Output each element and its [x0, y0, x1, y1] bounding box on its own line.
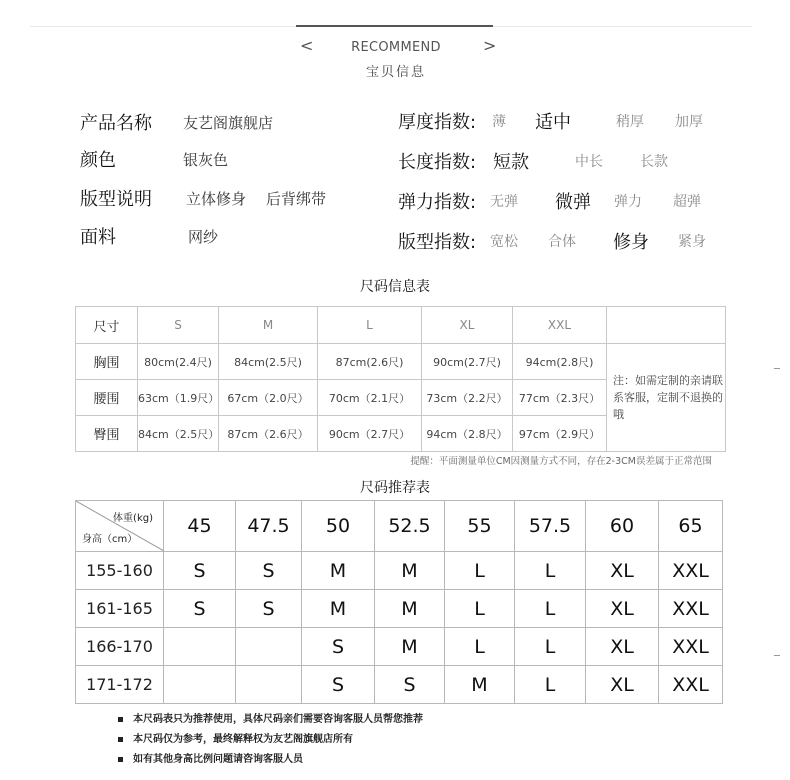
note-text: 本尺码仅为参考，最终解释权为友艺阁旗舰店所有 — [133, 734, 353, 745]
table-cell: 97cm（2.9尺） — [513, 416, 607, 452]
table-row — [76, 590, 723, 628]
table-cell: 67cm（2.0尺） — [219, 380, 318, 416]
size-cell: M — [302, 552, 375, 590]
size-cell: S — [236, 590, 302, 628]
size-cell: XL — [586, 666, 659, 704]
length-option: 中长 — [575, 154, 603, 170]
size-cell: S — [375, 666, 445, 704]
size-cell — [236, 666, 302, 704]
height-axis-label: 身高（cm） — [82, 534, 138, 545]
corner-cell — [76, 501, 164, 552]
size-cell: XL — [586, 590, 659, 628]
side-dash — [774, 368, 780, 369]
table-row — [76, 344, 726, 380]
list-item — [118, 730, 423, 750]
size-cell: S — [236, 552, 302, 590]
table-cell: 87cm(2.6尺) — [318, 344, 422, 380]
fit-option: 合体 — [548, 234, 576, 250]
size-recommend-table — [75, 500, 723, 704]
length-option-selected: 短款 — [493, 152, 529, 173]
weight-cell: 60 — [586, 501, 659, 552]
square-bullet-icon — [118, 757, 123, 762]
thickness-option: 稍厚 — [616, 114, 644, 130]
fit-option: 宽松 — [490, 234, 518, 250]
next-arrow-icon[interactable]: > — [483, 36, 497, 55]
size-cell: S — [164, 590, 236, 628]
section-subtitle: 宝贝信息 — [365, 65, 426, 80]
prev-arrow-icon[interactable]: < — [300, 36, 314, 55]
size-cell: S — [302, 666, 375, 704]
thickness-option-selected: 适中 — [535, 112, 571, 133]
table-cell: 94cm(2.8尺) — [513, 344, 607, 380]
size-cell: XXL — [659, 552, 723, 590]
color-label: 颜色 — [80, 150, 116, 171]
table-cell: 84cm（2.5尺） — [138, 416, 219, 452]
color-value: 银灰色 — [183, 151, 229, 169]
size-cell: S — [164, 552, 236, 590]
product-name-value: 友艺阁旗舰店 — [183, 114, 274, 132]
size-header-cell: 尺寸 — [76, 307, 138, 344]
table-cell: 90cm(2.7尺) — [422, 344, 513, 380]
square-bullet-icon — [118, 737, 123, 742]
table-row — [76, 552, 723, 590]
size-header-cell: S — [138, 307, 219, 344]
table-cell: 94cm（2.8尺） — [422, 416, 513, 452]
table-row — [76, 628, 723, 666]
table-cell: 73cm（2.2尺） — [422, 380, 513, 416]
measurement-reminder: 提醒：平面测量单位CM因测量方式不同，存在2-3CM误差属于正常范围 — [410, 456, 712, 467]
thickness-index-label: 厚度指数: — [398, 112, 477, 133]
size-cell: XL — [586, 552, 659, 590]
length-index-label: 长度指数: — [398, 152, 477, 173]
size-header-cell: M — [219, 307, 318, 344]
height-cell: 171-172 — [76, 666, 164, 704]
size-cell: L — [515, 590, 586, 628]
weight-cell: 50 — [302, 501, 375, 552]
size-cell: XXL — [659, 590, 723, 628]
height-cell: 166-170 — [76, 628, 164, 666]
size-header-cell: XXL — [513, 307, 607, 344]
note-text: 如有其他身高比例问题请咨询客服人员 — [133, 754, 303, 765]
table-cell: 77cm（2.3尺） — [513, 380, 607, 416]
size-cell: M — [375, 628, 445, 666]
list-item — [118, 710, 423, 730]
size-cell: M — [375, 552, 445, 590]
style-value-1: 立体修身 — [186, 190, 247, 208]
size-cell — [164, 628, 236, 666]
thickness-option: 薄 — [492, 114, 506, 130]
size-cell: M — [445, 666, 515, 704]
size-cell: L — [515, 666, 586, 704]
size-cell: L — [515, 628, 586, 666]
weight-header-row — [76, 501, 723, 552]
size-note-cell-top — [607, 307, 726, 344]
table-cell: 80cm(2.4尺) — [138, 344, 219, 380]
size-cell: L — [445, 628, 515, 666]
table-row — [76, 666, 723, 704]
top-accent-bar — [296, 25, 493, 27]
size-header-cell: XL — [422, 307, 513, 344]
weight-cell: 55 — [445, 501, 515, 552]
elasticity-index-label: 弹力指数: — [398, 192, 477, 213]
table-cell: 63cm（1.9尺） — [138, 380, 219, 416]
measure-label: 腰围 — [76, 380, 138, 416]
weight-cell: 57.5 — [515, 501, 586, 552]
weight-cell: 47.5 — [236, 501, 302, 552]
product-name-label: 产品名称 — [80, 113, 152, 134]
height-cell: 155-160 — [76, 552, 164, 590]
weight-cell: 65 — [659, 501, 723, 552]
size-header-cell: L — [318, 307, 422, 344]
elasticity-option: 无弹 — [490, 194, 518, 210]
notes-list — [118, 710, 423, 770]
fit-option-selected: 修身 — [613, 232, 649, 253]
thickness-option: 加厚 — [675, 114, 703, 130]
fit-index-label: 版型指数: — [398, 232, 477, 253]
weight-axis-label: 体重(kg) — [113, 513, 153, 524]
style-label: 版型说明 — [80, 189, 152, 210]
size-cell: L — [445, 590, 515, 628]
fabric-label: 面料 — [80, 227, 116, 248]
height-cell: 161-165 — [76, 590, 164, 628]
elasticity-option-selected: 微弹 — [555, 192, 591, 213]
table-cell: 87cm（2.6尺） — [219, 416, 318, 452]
size-cell: M — [375, 590, 445, 628]
list-item — [118, 750, 423, 770]
size-cell: XXL — [659, 666, 723, 704]
size-cell: L — [515, 552, 586, 590]
table-cell: 70cm（2.1尺） — [318, 380, 422, 416]
size-cell: L — [445, 552, 515, 590]
size-recommend-title: 尺码推荐表 — [360, 480, 430, 496]
side-dash — [774, 655, 780, 656]
measure-label: 臀围 — [76, 416, 138, 452]
measure-label: 胸围 — [76, 344, 138, 380]
square-bullet-icon — [118, 717, 123, 722]
fabric-value: 网纱 — [188, 228, 219, 246]
size-cell: XXL — [659, 628, 723, 666]
size-info-table — [75, 306, 726, 452]
size-cell — [236, 628, 302, 666]
length-option: 长款 — [640, 154, 668, 170]
custom-order-note: 注：如需定制的亲请联系客服，定制不退换的哦 — [607, 344, 726, 452]
size-cell: M — [302, 590, 375, 628]
weight-cell: 52.5 — [375, 501, 445, 552]
size-cell: XL — [586, 628, 659, 666]
recommend-heading: RECOMMEND — [351, 40, 441, 55]
size-cell — [164, 666, 236, 704]
table-cell: 90cm（2.7尺） — [318, 416, 422, 452]
weight-cell: 45 — [164, 501, 236, 552]
size-info-header-row — [76, 307, 726, 344]
note-text: 本尺码表只为推荐使用，具体尺码亲们需要咨询客服人员帮您推荐 — [133, 714, 423, 725]
fit-option: 紧身 — [678, 234, 706, 250]
elasticity-option: 超弹 — [673, 194, 701, 210]
elasticity-option: 弹力 — [614, 194, 642, 210]
size-info-title: 尺码信息表 — [360, 279, 430, 295]
style-value-2: 后背绑带 — [266, 190, 327, 208]
table-cell: 84cm(2.5尺) — [219, 344, 318, 380]
size-cell: S — [302, 628, 375, 666]
